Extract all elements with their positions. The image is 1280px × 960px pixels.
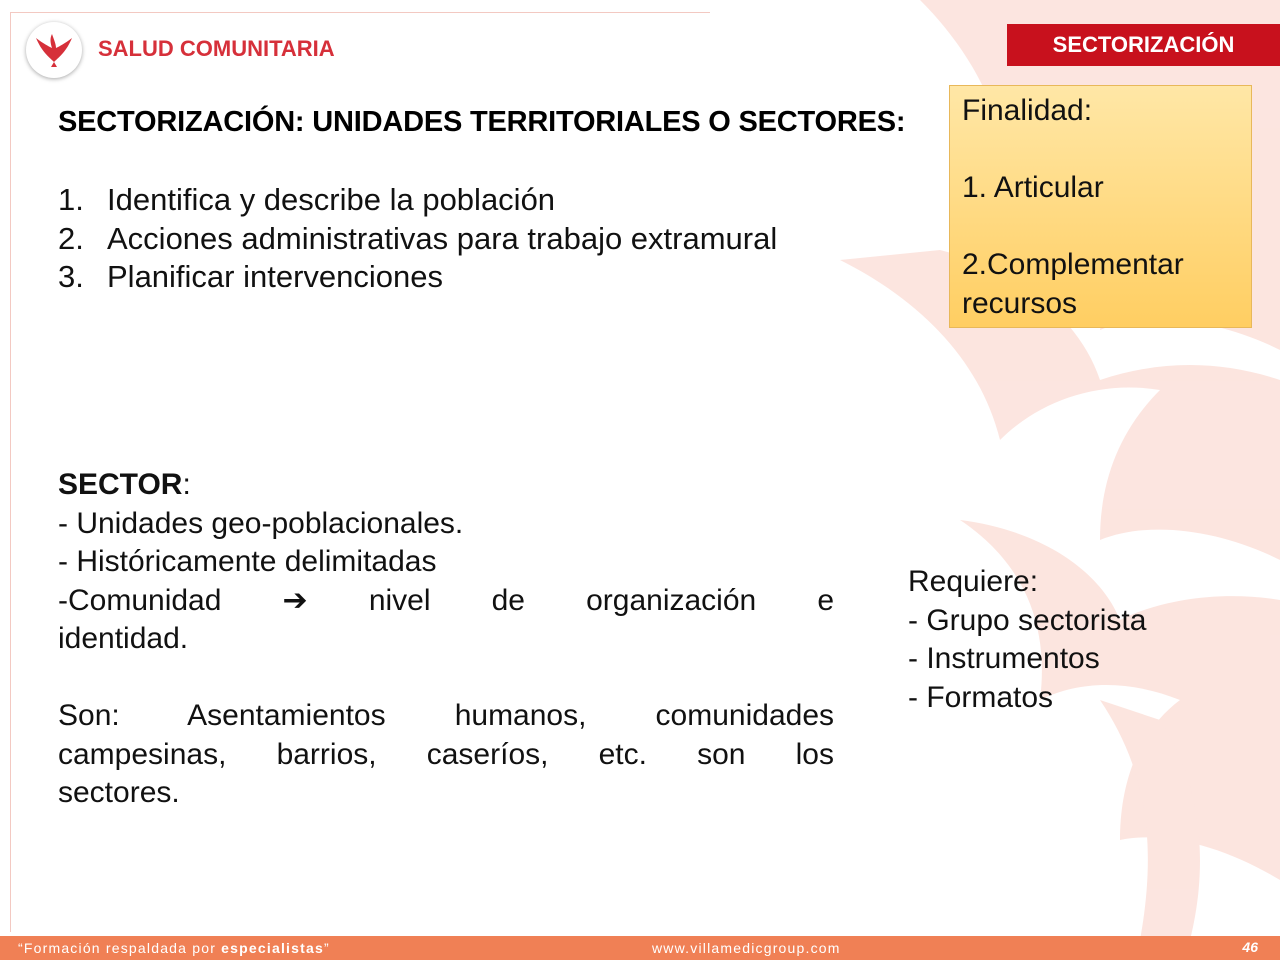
page-number: 46 — [1242, 939, 1258, 955]
footer-bar — [0, 936, 1280, 960]
finality-title: Finalidad: — [962, 94, 1093, 127]
list-item — [58, 258, 777, 297]
sector-line: - Unidades geo-poblacionales. — [58, 506, 464, 540]
arrow-right-icon: ➔ — [282, 583, 308, 617]
list-item-number: 3. — [58, 259, 84, 294]
list-item: - Instrumentos — [908, 642, 1100, 675]
sector-line: - Históricamente delimitadas — [58, 545, 437, 578]
list-item: - Formatos — [908, 680, 1054, 714]
finality-item-continued: recursos — [962, 286, 1078, 320]
frame-top-line — [10, 12, 710, 13]
list-item — [58, 181, 777, 220]
list-item-text: Identifica y describe la población — [107, 182, 556, 217]
footer-slogan: “Formación respaldada por especialistas” — [18, 940, 330, 956]
son-line: Son: Asentamientos humanos, comunidades — [58, 699, 834, 732]
list-item-text: Acciones administrativas para trabajo extramural — [107, 220, 778, 256]
list-item-number: 2. — [58, 220, 84, 256]
page-title: SECTORIZACIÓN: UNIDADES TERRITORIALES O SECTORES: — [58, 106, 906, 138]
finality-item: 1. Articular — [962, 171, 1104, 204]
sector-line: identidad. — [58, 622, 189, 655]
son-line: campesinas, barrios, caseríos, etc. son los — [58, 737, 834, 771]
sector-line: -Comunidad ➔ nivel de organización e — [58, 583, 835, 617]
list-item-text: Planificar intervenciones — [107, 259, 444, 294]
finality-box — [949, 85, 1252, 328]
son-line: sectores. — [58, 776, 180, 809]
finality-item: 2.Complementar — [962, 248, 1184, 281]
list-item-number: 1. — [58, 182, 84, 217]
list-item: - Grupo sectorista — [908, 603, 1147, 637]
sector-definition: SECTOR: - Unidades geo-poblacionales. - Históricamente delimitadas -Comunidad ➔ nivel de organización e identidad. Son: Asentamientos humanos, comunidades campesinas, barrios, caseríos, etc. son los sectores. — [58, 466, 834, 813]
phoenix-logo-icon — [26, 22, 82, 78]
list-item — [58, 220, 777, 259]
section-badge: SECTORIZACIÓN — [1007, 24, 1280, 66]
sector-label: SECTOR — [58, 468, 183, 501]
requirements-title: Requiere: — [908, 565, 1039, 598]
brand-title: SALUD COMUNITARIA — [98, 36, 335, 61]
requirements-list — [908, 563, 1146, 717]
objectives-list — [58, 181, 777, 297]
frame-left-line — [10, 12, 11, 932]
footer-url: www.villamedicgroup.com — [652, 940, 841, 956]
